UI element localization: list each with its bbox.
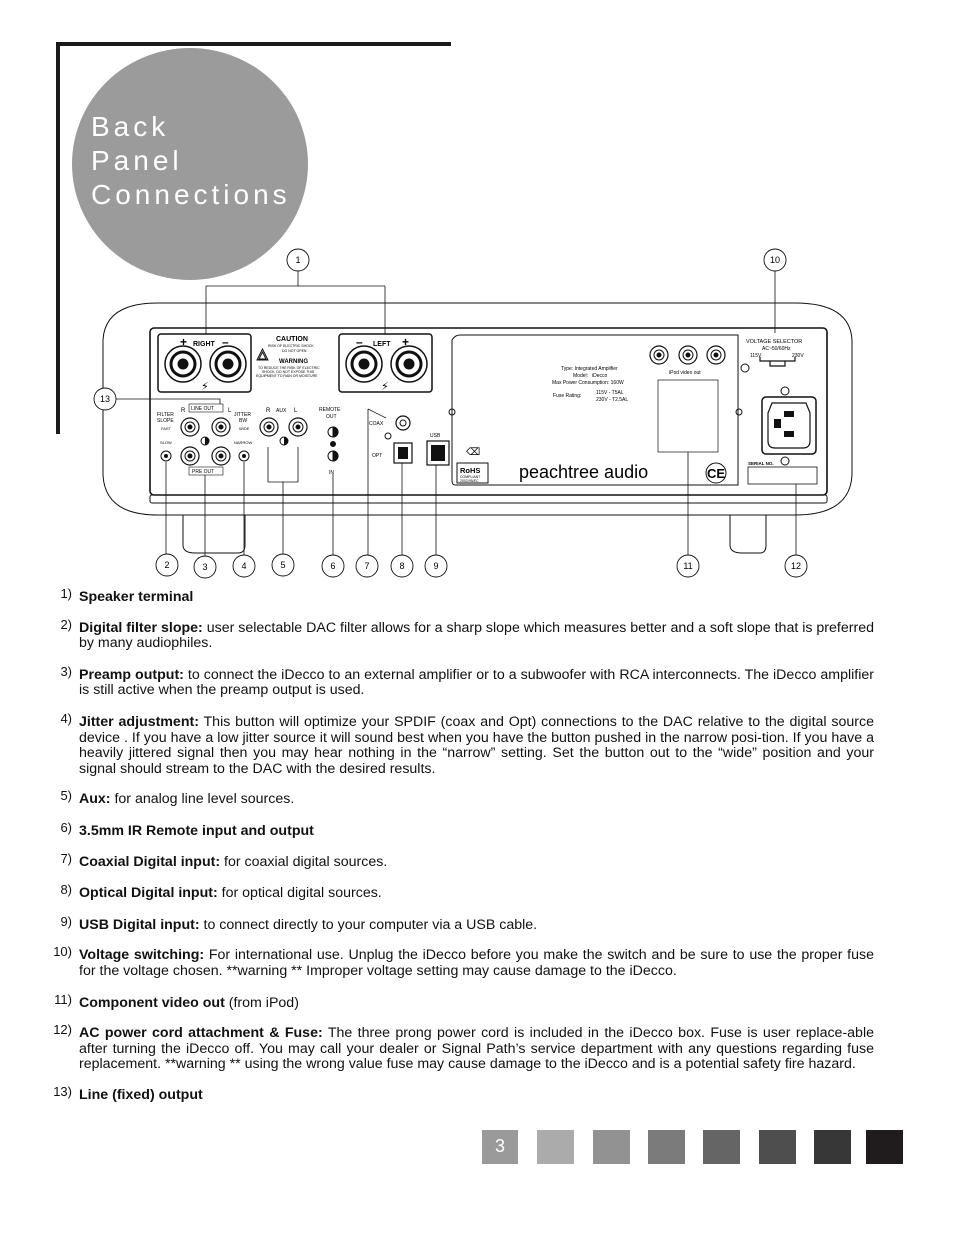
item-number: 3)	[60, 663, 72, 679]
line-out-l-label: L	[228, 408, 232, 414]
speaker-terminal-right-posts	[165, 346, 246, 382]
back-panel-diagram	[0, 0, 954, 590]
list-item	[44, 819, 874, 840]
item-text: (from iPod)	[224, 994, 299, 1011]
footer-swatch-6	[759, 1130, 796, 1164]
item-text: user selectable DAC filter allows for a sharp slope which measures better and a soft slope that is preferred by many audiophiles.	[79, 619, 874, 652]
ipod-video-label: iPod video out	[669, 370, 701, 376]
page-title-line-3: Connections	[91, 179, 291, 210]
footer-swatch-2	[537, 1130, 574, 1164]
item-term: Coaxial Digital input:	[79, 853, 221, 870]
footer-swatch-7	[814, 1130, 851, 1164]
item-number: 9)	[60, 913, 72, 929]
item-number: 13)	[53, 1083, 72, 1099]
footer-swatch-5	[703, 1130, 740, 1164]
filter-slow-label: SLOW	[160, 440, 172, 445]
voltage-selector-label: VOLTAGE SELECTOR	[746, 339, 803, 345]
list-item	[44, 882, 874, 902]
list-item	[44, 850, 874, 871]
remote-out-label-1: REMOTE	[319, 407, 341, 413]
list-item	[44, 710, 874, 777]
callout-6-label: 6	[330, 561, 336, 571]
aux-r-label: R	[266, 408, 271, 414]
callout-3-label: 3	[202, 562, 208, 572]
jitter-label-2: BW	[239, 418, 248, 424]
item-number: 6)	[60, 819, 72, 835]
remote-jacks	[328, 427, 338, 461]
item-text: for coaxial digital sources.	[220, 853, 388, 870]
rear-panel-lower-strip	[150, 495, 827, 503]
model-label: Model:	[573, 373, 589, 379]
pre-out-jacks	[181, 447, 230, 465]
list-item	[44, 616, 874, 652]
list-item	[44, 663, 875, 699]
weee-bin-icon: ⌫	[466, 447, 481, 458]
aux-label: AUX	[276, 408, 287, 414]
usb-label: USB	[430, 433, 441, 439]
speaker-left-bolt-icon: ⚡	[381, 381, 389, 393]
page-title-line-1: Back	[91, 111, 170, 142]
serial-label: SERIAL NO.	[748, 461, 774, 466]
connection-legend-list	[44, 586, 875, 1103]
line-out-label: LINE OUT	[191, 406, 215, 412]
line-out-r-label: R	[181, 408, 186, 414]
fuse-115-label: 115V - T5AL	[596, 390, 624, 396]
item-term: AC power cord attachment & Fuse:	[79, 1025, 323, 1042]
callout-13-label: 13	[99, 394, 111, 404]
item-text: The three prong power cord is included in the iDecco box. Fuse is user replace-able after turning the iDecco off. You may call your dealer or Signal Path’s service department with any questions regarding fuse replacement. **warning ** using the wrong value fuse may cause damage to the iDecco and is a potential safety fire hazard.	[79, 1025, 874, 1073]
item-number: 12)	[53, 1022, 72, 1038]
item-text: to connect the iDecco to an external amplifier or to a subwoofer with RCA interconnects. The iDecco amplifier is still active when the preamp output is used.	[79, 666, 875, 699]
voltage-switch	[760, 357, 795, 366]
item-number: 1)	[60, 586, 72, 601]
speaker-left-minus: –	[356, 335, 363, 349]
remote-out-label-2: OUT	[326, 414, 337, 420]
fuse-label: Fuse Rating:	[553, 393, 582, 399]
aux-l-label: L	[294, 408, 298, 414]
item-term: Aux:	[79, 791, 111, 808]
caution-triangle-icon	[257, 349, 268, 360]
speaker-left-plus: +	[402, 335, 410, 349]
caution-sub1: RISK OF ELECTRIC SHOCK	[268, 344, 314, 348]
panel-screw-right	[736, 409, 742, 415]
caution-sub2: DO NOT OPEN	[282, 349, 307, 353]
remote-in-label: IN	[329, 470, 334, 476]
callout-11-label: 11	[683, 561, 693, 571]
item-term: Line (fixed) output	[79, 1086, 203, 1103]
jitter-wide-label: WIDE	[239, 426, 250, 431]
aux-jacks	[260, 418, 307, 436]
item-number: 4)	[60, 710, 72, 726]
callout-10-label: 10	[769, 255, 781, 265]
rohs-sub2: 2002/95/EC	[460, 479, 479, 483]
speaker-left-label: LEFT	[373, 341, 391, 348]
item-text: For international use. Unplug the iDecco before you make the switch and be sure to use the proper fuse for the voltage chosen. **warning ** Improper voltage setting may cause damage to the iDecco.	[79, 947, 874, 979]
callout-12-label: 12	[790, 561, 802, 571]
v115-label: 115V	[750, 353, 762, 359]
speaker-terminal-left-posts	[346, 346, 427, 382]
warning-sub2: SHOCK, DO NOT EXPOSE THIS	[262, 370, 315, 374]
ac-freq-label: AC~50/60Hz	[762, 346, 791, 352]
item-term: Preamp output:	[79, 666, 184, 683]
footer-swatch-4	[648, 1130, 685, 1164]
warning-sub1: TO REDUCE THE RISK OF ELECTRIC	[258, 366, 320, 370]
list-item	[44, 586, 874, 606]
footer-swatch-3	[593, 1130, 630, 1164]
warning-label: WARNING	[279, 359, 308, 365]
filter-slope-label-1: FILTER	[157, 412, 174, 418]
list-item	[44, 944, 874, 979]
callout-4-label: 4	[241, 561, 247, 571]
ce-mark: CE	[707, 466, 726, 481]
fuse-230-label: 230V - T2.5AL	[596, 397, 629, 403]
list-item	[44, 1022, 874, 1073]
speaker-right-bolt-icon: ⚡	[201, 381, 209, 393]
page-number-swatch	[482, 1130, 518, 1164]
list-item	[44, 788, 874, 808]
chassis-foot-left	[183, 515, 245, 553]
chassis-foot-right	[730, 515, 766, 553]
filter-slope-label-2: SLOPE	[157, 418, 174, 424]
type-label: Type: Integrated Amplifier	[561, 366, 618, 372]
rohs-sub1: COMPLIANT	[460, 475, 481, 479]
speaker-right-plus: +	[180, 335, 188, 349]
item-term: Component video out	[79, 994, 225, 1011]
list-item	[44, 1083, 874, 1104]
item-text: This button will optimize your SPDIF (coax and Opt) connections to the DAC relative to the digital source device . If you have a low jitter source it will sound best when you have the button pushed in the narrow posi-tion. If you have a heavily jittered signal then you may hear nothing in the “narrow” setting. Set the button out to the “wide” position and your signal should stream to the DAC with the desired results.	[79, 713, 874, 777]
item-term: Speaker terminal	[79, 589, 194, 605]
iec-power-inlet	[762, 397, 816, 454]
speaker-right-label: RIGHT	[193, 341, 215, 348]
item-term: Jitter adjustment:	[79, 713, 199, 730]
callout-7-label: 7	[364, 561, 370, 571]
list-item	[44, 913, 874, 934]
callout-5-label: 5	[280, 560, 286, 570]
callout-9-label: 9	[433, 561, 439, 571]
item-term: Optical Digital input:	[79, 885, 218, 902]
item-text: to connect directly to your computer via a USB cable.	[199, 916, 538, 933]
brand-logo: peachtree audio	[519, 462, 649, 482]
filter-fast-label: FAST	[161, 426, 172, 431]
coax-label: COAX	[369, 421, 384, 427]
item-term: Voltage switching:	[79, 947, 205, 964]
callout-8-label: 8	[399, 561, 405, 571]
item-number: 5)	[60, 788, 72, 804]
item-number: 11)	[54, 991, 72, 1007]
page-title-line-2: Panel	[91, 145, 183, 176]
item-text: for optical digital sources.	[217, 885, 382, 902]
item-number: 8)	[60, 882, 72, 898]
warning-sub3: EQUIPMENT TO RAIN OR MOISTURE	[256, 374, 318, 378]
list-item	[44, 991, 874, 1012]
rohs-label: RoHS	[460, 466, 481, 475]
item-term: Digital filter slope:	[79, 619, 203, 636]
max-power-label: Max Power Consumption: 160W	[552, 380, 624, 386]
caution-label: CAUTION	[276, 336, 308, 343]
line-out-jacks	[181, 418, 230, 436]
opt-label: OPT	[372, 453, 383, 459]
item-number: 10)	[53, 944, 72, 960]
item-text: for analog line level sources.	[110, 791, 295, 808]
pre-out-label: PRE OUT	[192, 469, 215, 475]
coax-jack	[396, 416, 410, 430]
speaker-right-minus: –	[222, 335, 229, 349]
jitter-label-1: JITTER	[234, 412, 251, 418]
v230-label: 230V	[792, 353, 804, 359]
callout-2-label: 2	[164, 560, 170, 570]
ipod-video-bracket	[658, 380, 718, 452]
jitter-narrow-label: NARROW	[234, 440, 253, 445]
item-term: USB Digital input:	[79, 916, 200, 933]
item-number: 7)	[60, 850, 72, 866]
item-number: 2)	[60, 616, 72, 632]
model-value: iDecco	[592, 373, 608, 379]
serial-box	[748, 467, 817, 484]
footer-swatch-8	[866, 1130, 903, 1164]
ipod-video-jacks	[650, 346, 725, 364]
item-term: 3.5mm IR Remote input and output	[79, 822, 314, 839]
callout-1-label: 1	[295, 255, 301, 265]
page-number: 3	[494, 1136, 505, 1156]
